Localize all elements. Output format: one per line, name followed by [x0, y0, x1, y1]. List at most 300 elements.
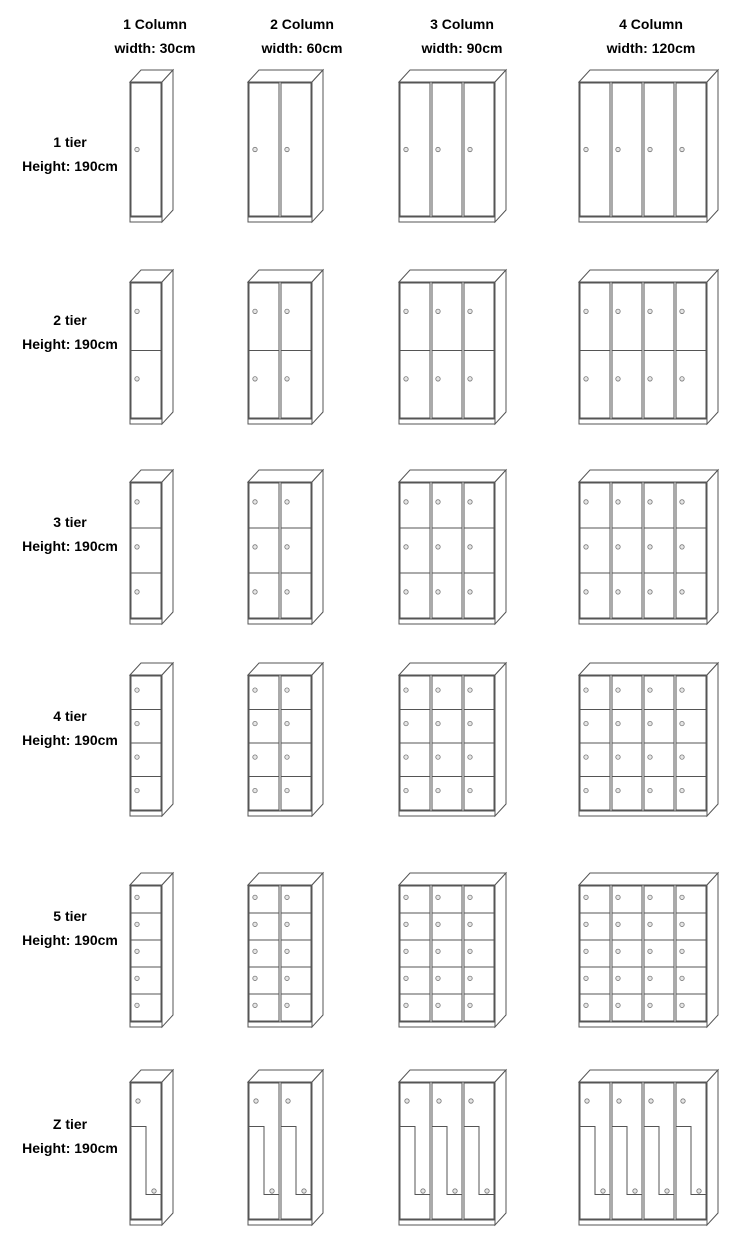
- locker-door: [432, 483, 462, 528]
- lock-icon: [616, 1003, 620, 1007]
- cabinet-top: [248, 873, 323, 885]
- lock-icon: [285, 1003, 289, 1007]
- lock-icon: [616, 377, 620, 381]
- lock-icon: [468, 976, 472, 980]
- lock-icon: [648, 590, 652, 594]
- locker-door: [464, 283, 494, 351]
- lock-icon: [616, 788, 620, 792]
- lock-icon: [254, 1099, 258, 1103]
- lock-icon: [468, 590, 472, 594]
- lock-icon: [584, 976, 588, 980]
- lock-icon: [285, 922, 289, 926]
- lock-icon: [468, 309, 472, 313]
- lock-icon: [436, 688, 440, 692]
- lock-icon: [253, 147, 257, 151]
- lock-icon: [485, 1189, 489, 1193]
- locker-door: [432, 676, 462, 710]
- cabinet-side: [707, 663, 718, 816]
- lock-icon: [436, 309, 440, 313]
- locker-door: [580, 743, 610, 777]
- lock-icon: [135, 147, 139, 151]
- locker-door: [400, 743, 430, 777]
- locker-door: [281, 777, 311, 811]
- lock-icon: [584, 755, 588, 759]
- locker-door: [580, 994, 610, 1021]
- lock-icon: [648, 922, 652, 926]
- lock-icon: [404, 922, 408, 926]
- locker-door: [464, 483, 494, 528]
- locker-door: [281, 573, 311, 618]
- lock-icon: [253, 788, 257, 792]
- column-name: 1 Column: [123, 16, 187, 32]
- locker-door: [432, 573, 462, 618]
- locker-door: [432, 351, 462, 419]
- locker-door: [464, 528, 494, 573]
- lock-icon: [285, 976, 289, 980]
- locker-door: [400, 886, 430, 913]
- lock-icon: [584, 949, 588, 953]
- locker-door: [249, 913, 279, 940]
- locker-door: [612, 913, 642, 940]
- lock-icon: [680, 949, 684, 953]
- tier-name: 5 tier: [53, 908, 87, 924]
- lock-icon: [584, 788, 588, 792]
- lock-icon: [648, 755, 652, 759]
- lock-icon: [135, 1003, 139, 1007]
- lock-icon: [152, 1189, 156, 1193]
- lock-icon: [680, 788, 684, 792]
- lock-icon: [616, 895, 620, 899]
- locker-door: [432, 710, 462, 744]
- locker-door: [676, 994, 706, 1021]
- lock-icon: [421, 1189, 425, 1193]
- cabinet-side: [162, 270, 173, 424]
- lock-icon: [468, 545, 472, 549]
- lock-icon: [680, 147, 684, 151]
- locker-door: [580, 676, 610, 710]
- tier-height: Height: 190cm: [22, 336, 118, 352]
- locker-door: [281, 676, 311, 710]
- lock-icon: [648, 377, 652, 381]
- lock-icon: [616, 976, 620, 980]
- cabinet-top: [399, 270, 506, 282]
- lock-icon: [680, 1003, 684, 1007]
- lock-icon: [135, 545, 139, 549]
- lock-icon: [680, 688, 684, 692]
- locker-door: [644, 886, 674, 913]
- locker-door: [281, 994, 311, 1021]
- locker-door: [644, 777, 674, 811]
- lock-icon: [665, 1189, 669, 1193]
- locker-door: [676, 710, 706, 744]
- locker-door: [612, 967, 642, 994]
- lock-icon: [404, 377, 408, 381]
- tier-name: 2 tier: [53, 312, 87, 328]
- lock-icon: [253, 545, 257, 549]
- locker-door: [644, 528, 674, 573]
- lock-icon: [436, 377, 440, 381]
- lock-icon: [285, 377, 289, 381]
- locker-door: [281, 967, 311, 994]
- locker-door: [131, 967, 161, 994]
- locker-door: [249, 710, 279, 744]
- cabinet-side: [312, 470, 323, 624]
- locker-door: [131, 710, 161, 744]
- lock-icon: [649, 1099, 653, 1103]
- cabinet-top: [399, 873, 506, 885]
- lock-icon: [286, 1099, 290, 1103]
- locker-door: [580, 913, 610, 940]
- locker-door: [131, 528, 161, 573]
- locker-door: [676, 913, 706, 940]
- cabinet-side: [495, 470, 506, 624]
- locker-door: [676, 886, 706, 913]
- lock-icon: [680, 590, 684, 594]
- locker-door: [464, 573, 494, 618]
- lock-icon: [285, 721, 289, 725]
- locker-door: [131, 283, 161, 351]
- locker-door: [249, 994, 279, 1021]
- locker-door: [281, 886, 311, 913]
- locker-door: [400, 351, 430, 419]
- locker-door: [464, 676, 494, 710]
- lock-icon: [302, 1189, 306, 1193]
- cabinet-top: [248, 663, 323, 675]
- lock-icon: [468, 895, 472, 899]
- lock-icon: [135, 755, 139, 759]
- lock-icon: [253, 590, 257, 594]
- tier-height: Height: 190cm: [22, 932, 118, 948]
- locker-door: [131, 886, 161, 913]
- cabinet-side: [162, 663, 173, 816]
- lock-icon: [270, 1189, 274, 1193]
- lock-icon: [404, 688, 408, 692]
- lock-icon: [468, 788, 472, 792]
- locker-door: [612, 743, 642, 777]
- lock-icon: [404, 147, 408, 151]
- lock-icon: [404, 1003, 408, 1007]
- locker-door: [644, 483, 674, 528]
- lock-icon: [648, 949, 652, 953]
- locker-door: [249, 743, 279, 777]
- lock-icon: [680, 545, 684, 549]
- lock-icon: [585, 1099, 589, 1103]
- lock-icon: [135, 949, 139, 953]
- locker-door: [676, 483, 706, 528]
- lock-icon: [617, 1099, 621, 1103]
- cabinet-side: [707, 270, 718, 424]
- lock-icon: [135, 688, 139, 692]
- cabinet-top: [399, 70, 506, 82]
- lock-icon: [584, 895, 588, 899]
- lock-icon: [404, 755, 408, 759]
- lock-icon: [697, 1189, 701, 1193]
- cabinet-top: [579, 70, 718, 82]
- locker-door: [644, 351, 674, 419]
- lock-icon: [253, 976, 257, 980]
- cabinet-top: [399, 663, 506, 675]
- lock-icon: [285, 590, 289, 594]
- lock-icon: [680, 755, 684, 759]
- locker-door: [281, 710, 311, 744]
- lock-icon: [404, 976, 408, 980]
- locker-door: [464, 913, 494, 940]
- lock-icon: [584, 545, 588, 549]
- lock-icon: [680, 721, 684, 725]
- locker-door: [281, 743, 311, 777]
- locker-door: [400, 994, 430, 1021]
- lock-icon: [404, 788, 408, 792]
- cabinet-top: [579, 663, 718, 675]
- lock-icon: [253, 500, 257, 504]
- lock-icon: [468, 688, 472, 692]
- lock-icon: [616, 688, 620, 692]
- locker-door: [400, 676, 430, 710]
- lock-icon: [436, 922, 440, 926]
- column-name: 4 Column: [619, 16, 683, 32]
- lock-icon: [404, 590, 408, 594]
- cabinet-side: [495, 873, 506, 1027]
- locker-door: [131, 994, 161, 1021]
- lock-icon: [648, 545, 652, 549]
- locker-door: [644, 940, 674, 967]
- lock-icon: [616, 500, 620, 504]
- cabinet-side: [162, 1070, 173, 1225]
- lock-icon: [616, 545, 620, 549]
- lock-icon: [404, 309, 408, 313]
- lock-icon: [469, 1099, 473, 1103]
- locker-door: [676, 283, 706, 351]
- tier-name: 4 tier: [53, 708, 87, 724]
- cabinet-side: [312, 1070, 323, 1225]
- cabinet-top: [399, 1070, 506, 1082]
- locker-door: [131, 573, 161, 618]
- locker-door: [400, 777, 430, 811]
- locker-door: [644, 743, 674, 777]
- locker-door: [249, 283, 279, 351]
- lock-icon: [436, 949, 440, 953]
- cabinet-side: [162, 470, 173, 624]
- locker-door: [400, 710, 430, 744]
- locker-door: [612, 994, 642, 1021]
- locker-door: [580, 351, 610, 419]
- cabinet-side: [707, 70, 718, 222]
- lock-icon: [584, 590, 588, 594]
- tier-name: 3 tier: [53, 514, 87, 530]
- locker-door: [281, 940, 311, 967]
- lock-icon: [135, 976, 139, 980]
- locker-door: [432, 886, 462, 913]
- lock-icon: [468, 922, 472, 926]
- locker-door: [644, 967, 674, 994]
- lock-icon: [616, 755, 620, 759]
- locker-door: [400, 967, 430, 994]
- tier-height: Height: 190cm: [22, 158, 118, 174]
- lock-icon: [648, 721, 652, 725]
- lock-icon: [253, 949, 257, 953]
- locker-door: [131, 940, 161, 967]
- locker-door: [432, 967, 462, 994]
- locker-door: [400, 940, 430, 967]
- locker-door: [644, 676, 674, 710]
- lock-icon: [404, 545, 408, 549]
- locker-door: [281, 528, 311, 573]
- lock-icon: [616, 949, 620, 953]
- cabinet-top: [579, 270, 718, 282]
- lock-icon: [436, 895, 440, 899]
- lock-icon: [404, 895, 408, 899]
- lock-icon: [253, 721, 257, 725]
- lock-icon: [648, 788, 652, 792]
- column-width: width: 60cm: [261, 40, 343, 56]
- cabinet-side: [162, 873, 173, 1027]
- lock-icon: [285, 545, 289, 549]
- column-width: width: 90cm: [421, 40, 503, 56]
- lock-icon: [436, 545, 440, 549]
- lock-icon: [436, 147, 440, 151]
- tier-height: Height: 190cm: [22, 538, 118, 554]
- lock-icon: [648, 147, 652, 151]
- cabinet-side: [495, 1070, 506, 1225]
- lock-icon: [616, 147, 620, 151]
- cabinet-top: [248, 470, 323, 482]
- locker-door: [580, 710, 610, 744]
- locker-door: [464, 967, 494, 994]
- lock-icon: [468, 1003, 472, 1007]
- lock-icon: [468, 721, 472, 725]
- locker-door: [612, 886, 642, 913]
- locker-door: [432, 777, 462, 811]
- lock-icon: [468, 377, 472, 381]
- locker-door: [464, 994, 494, 1021]
- lock-icon: [453, 1189, 457, 1193]
- locker-door: [580, 886, 610, 913]
- locker-door: [676, 743, 706, 777]
- locker-door: [676, 967, 706, 994]
- lock-icon: [648, 688, 652, 692]
- cabinet-top: [579, 470, 718, 482]
- column-width: width: 120cm: [606, 40, 696, 56]
- cabinet-top: [579, 1070, 718, 1082]
- lock-icon: [436, 500, 440, 504]
- locker-door: [464, 351, 494, 419]
- locker-door: [676, 351, 706, 419]
- locker-door: [249, 351, 279, 419]
- locker-door: [612, 676, 642, 710]
- locker-door: [612, 777, 642, 811]
- cabinet-top: [248, 1070, 323, 1082]
- lock-icon: [584, 688, 588, 692]
- locker-door: [432, 913, 462, 940]
- locker-door: [131, 483, 161, 528]
- lock-icon: [680, 976, 684, 980]
- lock-icon: [468, 147, 472, 151]
- tier-height: Height: 190cm: [22, 1140, 118, 1156]
- lock-icon: [584, 500, 588, 504]
- lock-icon: [436, 590, 440, 594]
- lock-icon: [616, 922, 620, 926]
- lock-icon: [253, 755, 257, 759]
- cabinet-side: [707, 1070, 718, 1225]
- lock-icon: [680, 377, 684, 381]
- locker-door: [432, 940, 462, 967]
- locker-door: [464, 743, 494, 777]
- lock-icon: [405, 1099, 409, 1103]
- locker-door: [580, 573, 610, 618]
- locker-door: [612, 351, 642, 419]
- cabinet-side: [312, 270, 323, 424]
- locker-door: [400, 283, 430, 351]
- locker-door: [131, 676, 161, 710]
- cabinet-top: [248, 270, 323, 282]
- locker-door: [464, 940, 494, 967]
- locker-door: [644, 710, 674, 744]
- lock-icon: [253, 688, 257, 692]
- locker-door: [249, 777, 279, 811]
- lock-icon: [648, 500, 652, 504]
- locker-door: [580, 283, 610, 351]
- locker-door: [676, 777, 706, 811]
- lock-icon: [135, 721, 139, 725]
- lock-icon: [616, 721, 620, 725]
- locker-door: [464, 886, 494, 913]
- locker-door: [432, 994, 462, 1021]
- lock-icon: [135, 895, 139, 899]
- lock-icon: [135, 590, 139, 594]
- lock-icon: [135, 309, 139, 313]
- lock-icon: [285, 895, 289, 899]
- locker-door: [612, 940, 642, 967]
- lock-icon: [253, 895, 257, 899]
- lock-icon: [285, 147, 289, 151]
- locker-door: [131, 743, 161, 777]
- locker-door: [249, 676, 279, 710]
- lock-icon: [404, 721, 408, 725]
- lock-icon: [681, 1099, 685, 1103]
- tier-name: 1 tier: [53, 134, 87, 150]
- locker-door: [464, 710, 494, 744]
- cabinet-side: [707, 470, 718, 624]
- lock-icon: [468, 949, 472, 953]
- column-width: width: 30cm: [114, 40, 196, 56]
- locker-door: [432, 283, 462, 351]
- lock-icon: [601, 1189, 605, 1193]
- locker-door: [644, 283, 674, 351]
- cabinet-side: [495, 663, 506, 816]
- cabinet-top: [248, 70, 323, 82]
- lock-icon: [680, 922, 684, 926]
- lock-icon: [648, 309, 652, 313]
- lock-icon: [584, 147, 588, 151]
- lock-icon: [436, 1003, 440, 1007]
- lock-icon: [436, 721, 440, 725]
- locker-door: [400, 913, 430, 940]
- lock-icon: [648, 1003, 652, 1007]
- tier-name: Z tier: [52, 1116, 88, 1132]
- locker-door: [644, 573, 674, 618]
- locker-door: [644, 913, 674, 940]
- locker-door: [612, 710, 642, 744]
- lock-icon: [135, 377, 139, 381]
- locker-door: [612, 283, 642, 351]
- locker-door: [676, 573, 706, 618]
- column-name: 2 Column: [270, 16, 334, 32]
- locker-door: [432, 743, 462, 777]
- cabinet-side: [312, 70, 323, 222]
- locker-door: [644, 994, 674, 1021]
- lock-icon: [285, 309, 289, 313]
- locker-door: [131, 351, 161, 419]
